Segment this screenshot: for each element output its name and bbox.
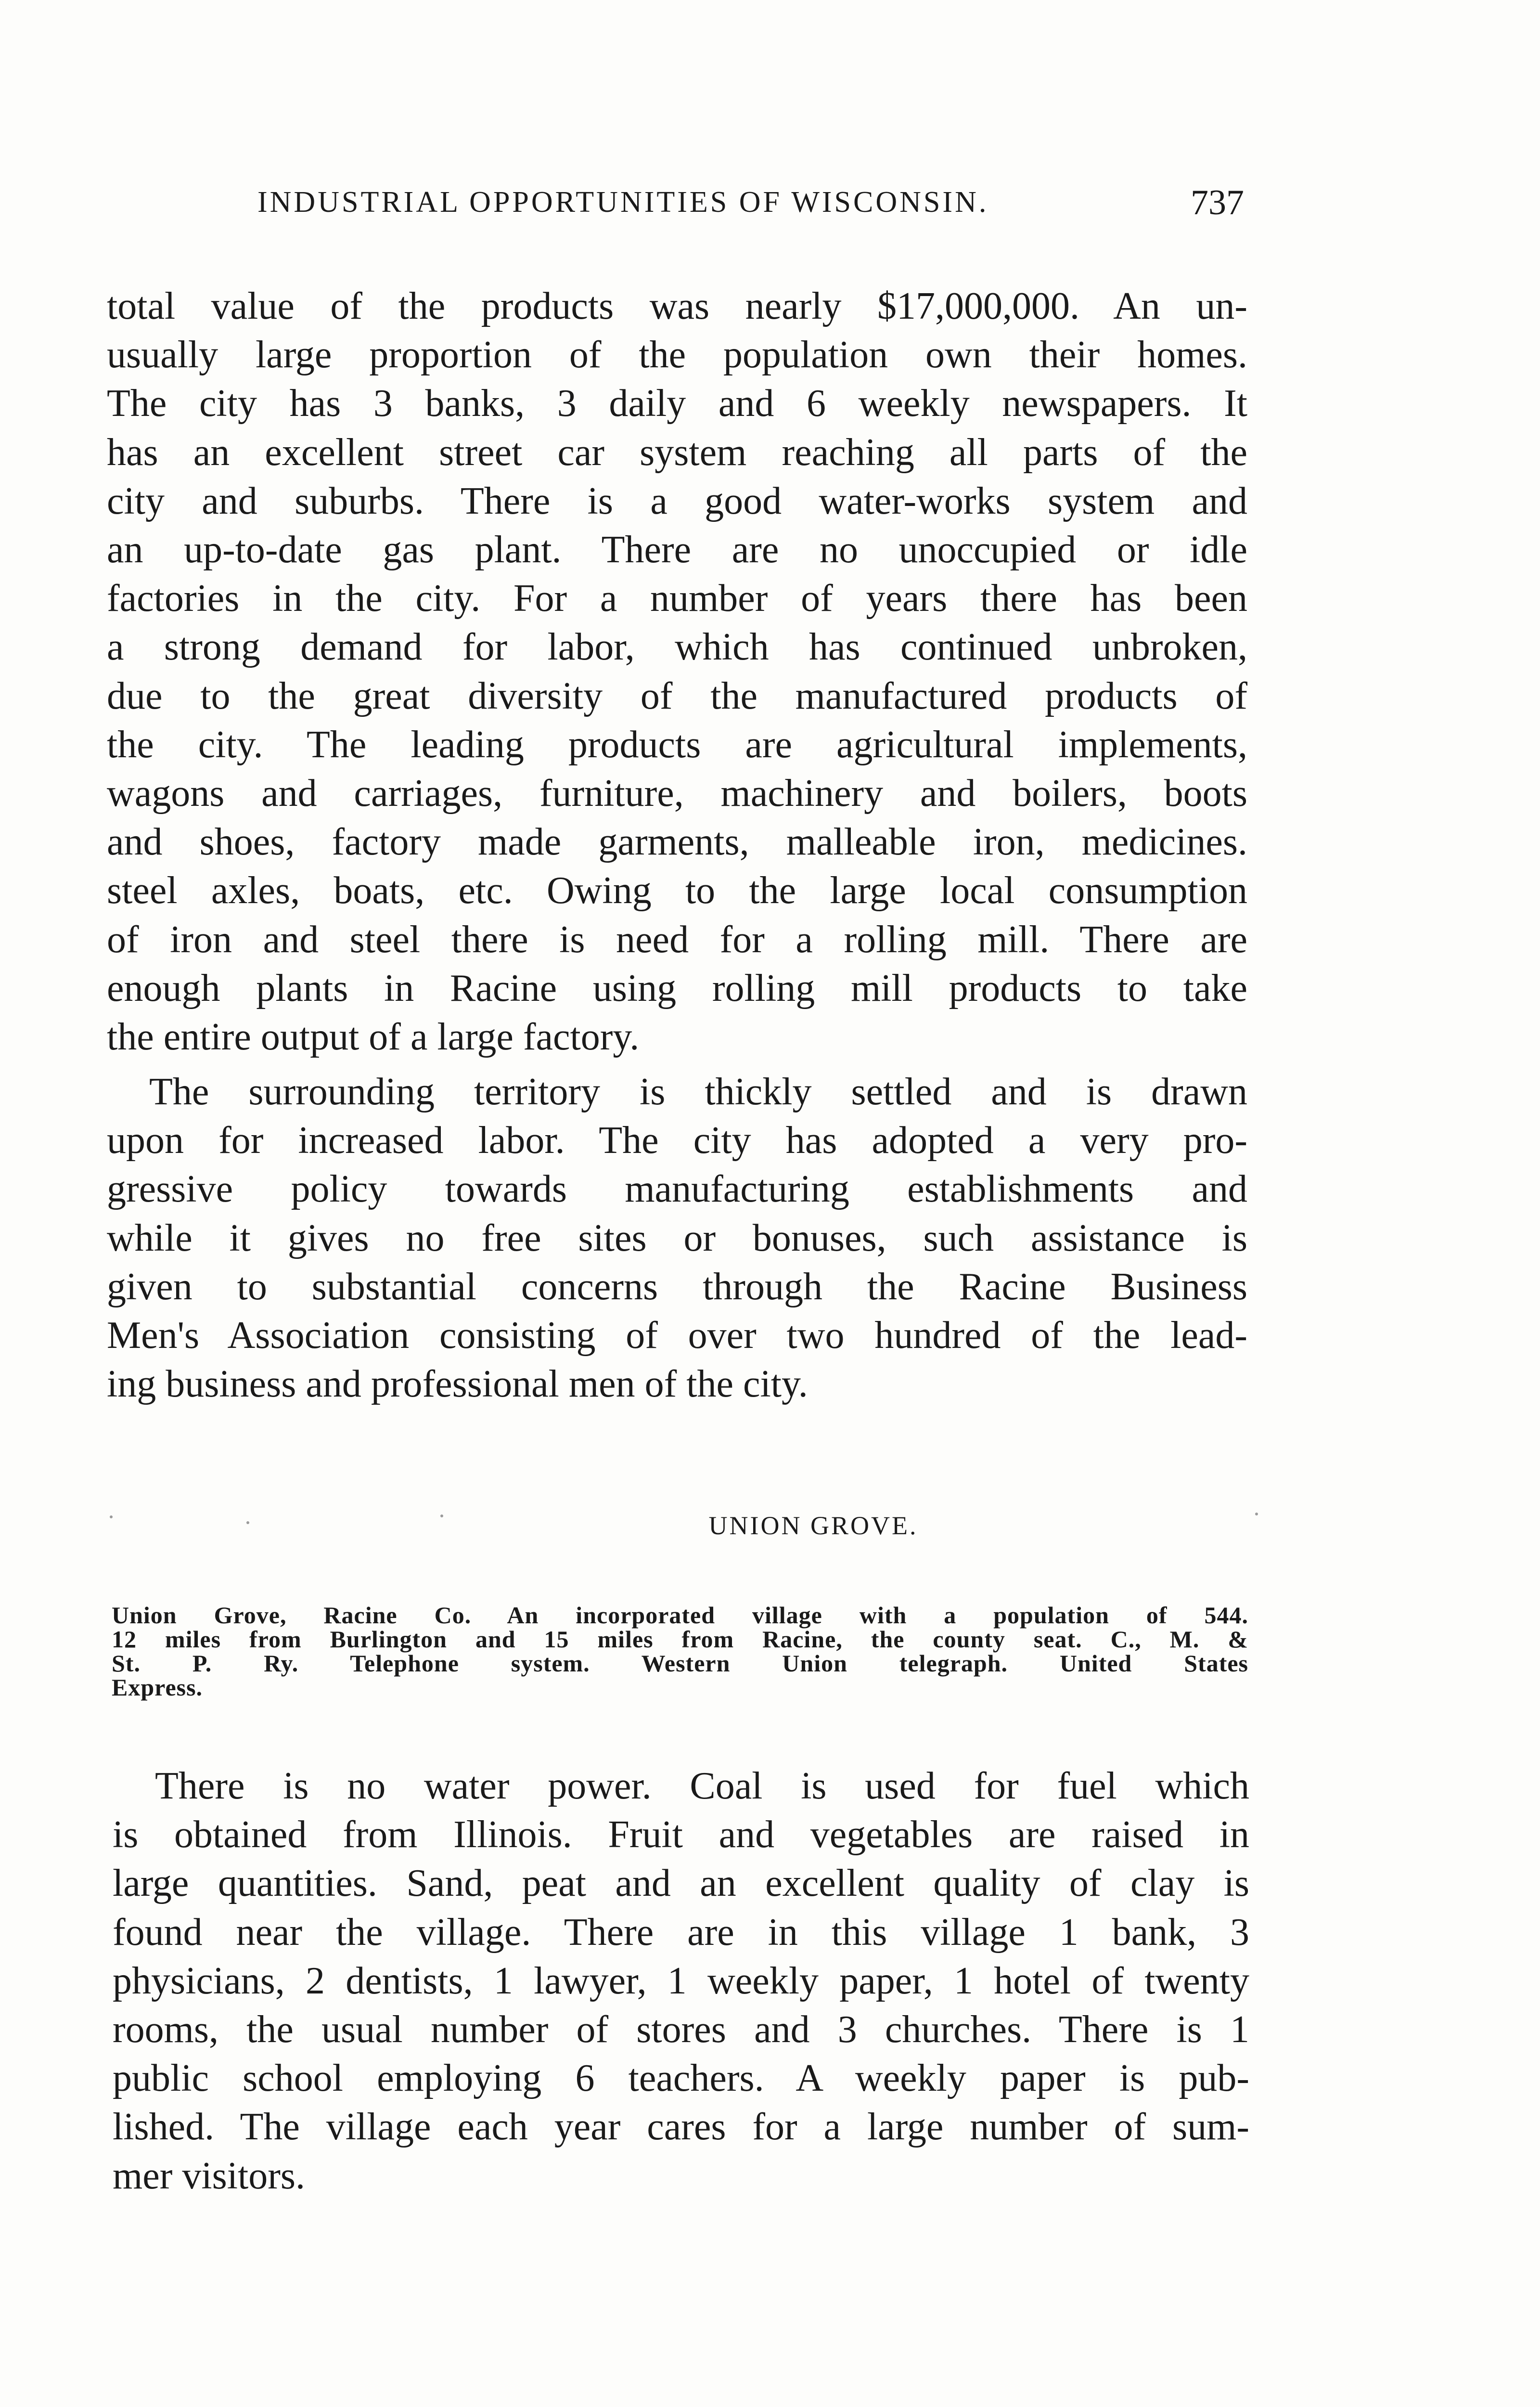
text-line: while it gives no free sites or bonuses, such assistance is [107,1216,1247,1259]
text-line: due to the great diversity of the manufactured products of [107,674,1247,717]
text-line: an up-to-date gas plant. There are no unoccupied or idle [107,529,1247,571]
paragraph-racine-products [107,282,1247,1061]
text-line: wagons and carriages, furniture, machinery and boilers, boots [107,772,1247,815]
page-header [108,185,1244,238]
text-line: The surrounding territory is thickly settled and is drawn [149,1071,1247,1113]
text-line: has an excellent street car system reaching all parts of the [107,431,1247,474]
text-line: a strong demand for labor, which has continued unbroken, [107,626,1247,669]
text-line: ing business and professional men of the city. [107,1363,808,1406]
text-line: mer visitors. [113,2154,305,2197]
running-title: INDUSTRIAL OPPORTUNITIES OF WISCONSIN. [257,186,989,219]
text-line: enough plants in Racine using rolling mill products to take [107,967,1247,1009]
info-line: Express. [112,1674,203,1701]
text-line: rooms, the usual number of stores and 3 churches. There is 1 [113,2008,1249,2051]
paragraph-racine-labor [107,1068,1247,1409]
paragraph-union-grove [113,1762,1249,2200]
text-line: found near the village. There are in this village 1 bank, 3 [113,1911,1249,1954]
text-line: lished. The village each year cares for a large number of sum- [113,2106,1249,2148]
text-line: given to substantial concerns through the Racine Business [107,1265,1247,1308]
text-line: gressive policy towards manufacturing establishments and [107,1168,1247,1211]
text-line: total value of the products was nearly $17,000,000. An un- [107,285,1247,327]
text-line: physicians, 2 dentists, 1 lawyer, 1 weekly paper, 1 hotel of twenty [113,1959,1249,2002]
text-line: is obtained from Illinois. Fruit and vegetables are raised in [113,1813,1249,1856]
text-line: factories in the city. For a number of years there has been [107,577,1247,620]
text-line: of iron and steel there is need for a rolling mill. There are [107,918,1247,961]
page-number: 737 [1191,183,1244,222]
text-line: and shoes, factory made garments, malleable iron, medicines. [107,821,1247,864]
village-info-block [112,1603,1248,1699]
text-line: city and suburbs. There is a good water-works system and [107,479,1247,522]
text-line: the entire output of a large factory. [107,1016,640,1059]
text-line: public school employing 6 teachers. A weekly paper is pub- [113,2057,1249,2100]
text-line: Men's Association consisting of over two hundred of the lead- [107,1314,1247,1357]
text-line: steel axles, boats, etc. Owing to the large local consumption [107,869,1247,912]
section-heading: UNION GROVE. [708,1511,918,1540]
info-line: St. P. Ry. Telephone system. Western Union telegraph. United States [112,1650,1248,1677]
info-line: 12 miles from Burlington and 15 miles from Racine, the county seat. C., M. & [112,1626,1248,1653]
text-line: large quantities. Sand, peat and an excellent quality of clay is [113,1862,1249,1905]
text-line: the city. The leading products are agricultural implements, [107,723,1247,766]
text-line: The city has 3 banks, 3 daily and 6 weekly newspapers. It [107,382,1247,425]
info-line: Union Grove, Racine Co. An incorporated village with a population of 544. [112,1602,1248,1629]
text-line: upon for increased labor. The city has adopted a very pro- [107,1119,1247,1162]
text-line: usually large proportion of the population own their homes. [107,334,1247,376]
text-line: There is no water power. Coal is used for fuel which [155,1765,1249,1807]
